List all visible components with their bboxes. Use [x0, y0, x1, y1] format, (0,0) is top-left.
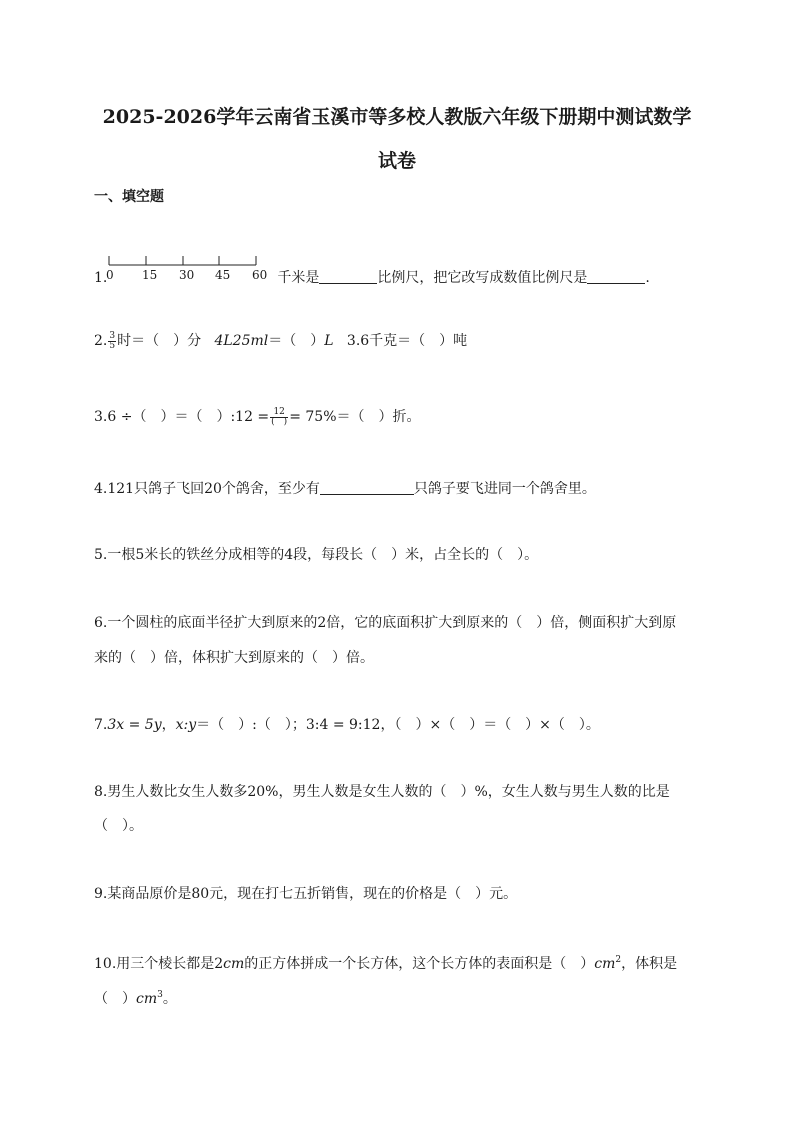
question-number: 1. — [94, 270, 108, 286]
scale-tick: 60 — [252, 268, 268, 282]
document-title-line-1: 2025-2026学年云南省玉溪市等多校人教版六年级下册期中测试数学 — [102, 106, 692, 128]
question-3: 3.6 ÷（ ）＝（ ）:12 = $\frac{12}{( )}$ = 75%＝（ ）折。 — [94, 406, 421, 427]
scale-tick: 30 — [179, 268, 195, 282]
scale-bar-line — [108, 248, 258, 270]
question-10-line-2: （ ）$cm^3$。 — [94, 990, 177, 1007]
answer-blank[interactable] — [319, 269, 377, 284]
question-1: 1. 千米是 比例尺，把它改写成数值比例尺是 . — [94, 270, 650, 286]
answer-blank[interactable] — [320, 480, 414, 495]
fraction: $\frac{12}{( )}$ — [271, 406, 288, 427]
question-5: 5.一根5米长的铁丝分成相等的4段，每段长（ ）米，占全长的（ ）。 — [94, 547, 539, 563]
section-heading: 一、填空题 — [94, 189, 164, 205]
scale-tick: 45 — [215, 268, 231, 282]
question-6-line-1: 6.一个圆柱的底面半径扩大到原来的2倍，它的底面积扩大到原来的（ ）倍，侧面积扩大到原 — [94, 615, 677, 631]
scale-tick: 0 — [106, 268, 114, 282]
question-number: 7. — [94, 717, 108, 733]
question-7: 7.3x = 5y，x:y＝（ ）:（ ）；3:4 = 9:12，（ ）×（ ）＝（ ）×（ ）。 — [94, 717, 600, 733]
question-8-line-1: 8.男生人数比女生人数多20%，男生人数是女生人数的（ ）%，女生人数与男生人数的比是 — [94, 784, 670, 800]
question-9: 9.某商品原价是80元，现在打七五折销售，现在的价格是（ ）元。 — [94, 886, 518, 902]
question-4: 4.121只鸽子飞回20个鸽舍，至少有 只鸽子要飞进同一个鸽舍里。 — [94, 481, 596, 497]
question-10-line-1: 10.用三个棱长都是2cm的正方体拼成一个长方体，这个长方体的表面积是（ ）$cm^2$，体积是 — [94, 955, 678, 972]
question-6-line-2: 来的（ ）倍，体积扩大到原来的（ ）倍。 — [94, 650, 374, 666]
question-8-line-2: （ ）。 — [94, 818, 143, 834]
document-title-line-2: 试卷 — [377, 150, 416, 172]
question-number: 2. — [94, 333, 108, 349]
scale-unit: 千米 — [277, 270, 306, 286]
answer-blank[interactable] — [587, 269, 645, 284]
question-2: 2. $\frac{3}{5}$ 时＝（ ）分 4L25ml＝（ ）L 3.6千克＝（ ）吨 — [94, 330, 468, 351]
fraction: $\frac{3}{5}$ — [109, 330, 116, 351]
scale-tick: 15 — [142, 268, 158, 282]
